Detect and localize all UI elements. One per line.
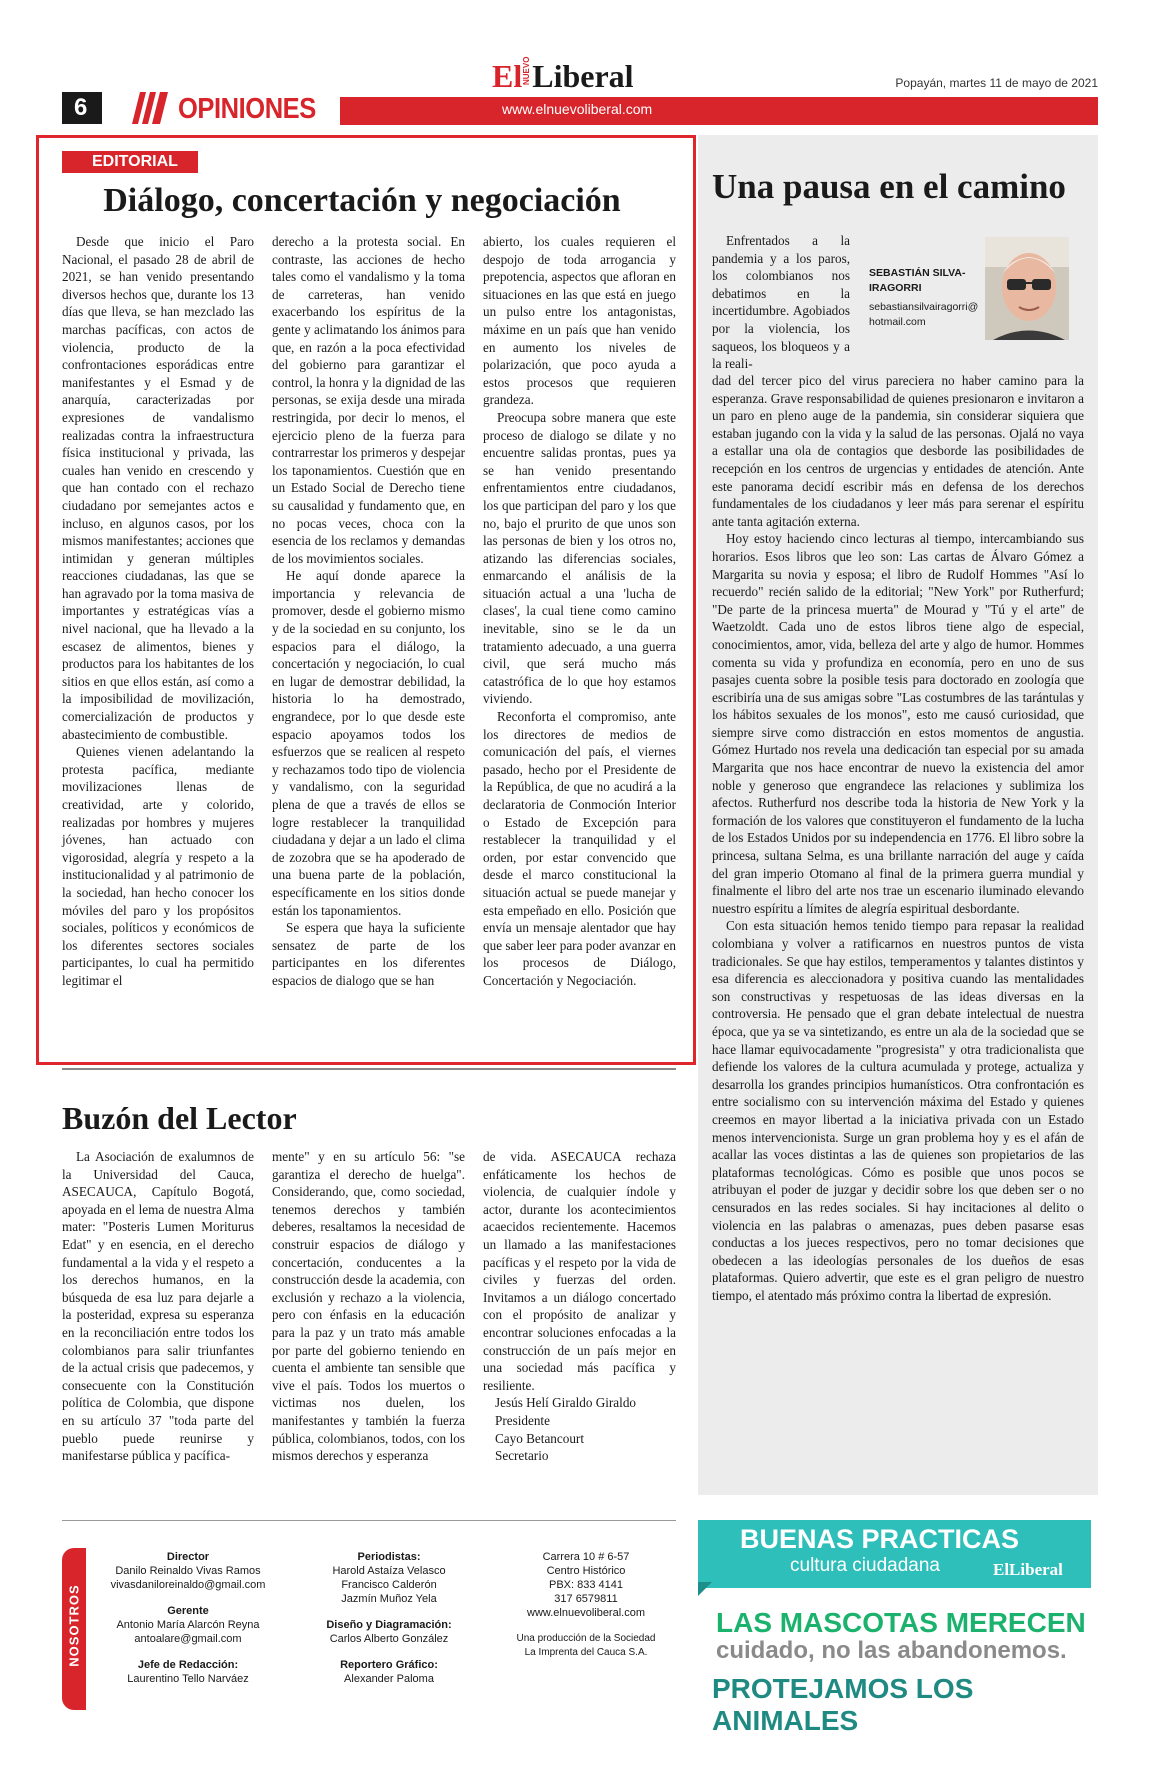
opinion-intro [712, 232, 850, 373]
opinion-title: Una pausa en el camino [712, 167, 1066, 206]
paragraph: Preocupa sobre manera que este proceso de dialogo se dilate y no encuentre salidas prontas, pues ya se han venido presentando enfrentamientos entre ciudadanos, los que participan del paro y los que no, bajo el prurito de que unos son las personas de bien y los otros no, atizando las diferencias sociales, enmarcando el análisis de la situación actual a una 'lucha de clases', la cual tiene como camino inevitable, sino se le da un tratamiento adecuado, a una guerra civil, que será mucho más catastrófica de lo que hoy estamos viviendo. [483, 409, 676, 707]
paragraph: abierto, los cuales requieren el despojo de toda arrogancia y prepotencia, aspectos que afloran en situaciones en las que está en juego un pulso entre los antagonistas, máxime en un país que han venido en aumento los niveles de polarización, que poco ayuda a estos procesos que requieren grandeza. [483, 234, 676, 408]
staff-name: Francisco Calderón [341, 1579, 437, 1591]
editorial-tag: EDITORIAL [62, 151, 198, 173]
staff-column-1 [104, 1550, 272, 1686]
section-label: OPINIONES [178, 93, 316, 125]
paragraph: derecho a la protesta social. En contraste, las acciones de hecho tales como el vandalismo y la toma de carreteras, han venido exacerbando los espíritus de la gente y aclimatando los ánimos para que, en razón a la poca efectividad del gobierno para garantizar el control, la honra y la dignidad de las personas, se exija desde una mirada restringida, por decir lo menos, el ejercicio pleno de la fuerza para contrarrestar los primeros y despejar los taponamientos. Cuestión que en un Estado Social de Derecho tiene su causalidad y fundamento que, en no pocas veces, choca con la esencia de los reclamos y demandas de los movimientos sociales. [272, 234, 465, 566]
paragraph: Desde que inicio el Paro Nacional, el pasado 28 de abril de 2021, se han venido presentando diversos hechos que, durante los 13 días que lleva, se han mezclado las marchas pacíficas, con actos de violencia, producto de la confrontaciones esporádicas entre manifestantes y el Esmad y de anarquía, caracterizadas por expresiones de vandalismo realizadas contra la infraestructura física institucional y privada, las cuales han venido en crescendo y que han contado con el rechazo ciudadano por semejantes actos e incluso, en algunos casos, por los mismos manifestantes; acciones que intimidan y generan múltiples reacciones ciudadanas, las que se han agravado por la toma masiva de importantes y estratégicas vías a nivel nacional, que ha llevado a la escasez de alimentos, bienes y productos para los habitantes de los sitios en que ellos están, así como a la imposibilidad de movilización, comercialización de productos y abastecimiento de combustible. [62, 234, 254, 742]
author-photo [985, 237, 1069, 340]
issue-date: Popayán, martes 11 de mayo de 2021 [895, 76, 1098, 90]
opinion-body [712, 372, 1084, 1304]
paragraph: La Asociación de exalumnos de la Universidad del Cauca, ASECAUCA, Capítulo Bogotá, apoyada en el lema de nuestra Alma mater: "Posteris Lumen Moriturus Edat" y en esencia, en el derecho fundamental a la vida y el respeto a los derechos humanos, en la búsqueda de esa luz para dejarle a la posteridad, expresa su esperanza en la reconciliación entre todos los colombianos para salir triunfantes de la actual crisis que padecemos, y consecuente con la Constitución política de Colombia, que dispone en su artículo 37 "toda parte del pueblo puede reunirse y manifestarse pública y pacífica- [62, 1149, 254, 1464]
paragraph: He aquí donde aparece la importancia y relevancia de promover, desde el gobierno mismo y de la sociedad en su conjunto, los espacios para el diálogo, la concertación y negociación, lo cual en lugar de demostrar debilidad, la historia lo ha demostrado, engrandece, por lo que desde este espacio apoyamos todos los esfuerzos que se realicen al respeto y rechazamos todo tipo de violencia y vandalismo, con la seguridad plena de que a través de ellos se logre restablecer la tranquilidad ciudadana y dejar a un lado el clima de zozobra que se ha apoderado de una buena parte de la población, específicamente en los sitios donde están los taponamientos. [272, 568, 465, 918]
paragraph: Quienes vienen adelantando la protesta pacífica, mediante movilizaciones llenas de creatividad, arte y colorido, realizadas por hombres y mujeres jóvenes, han actuado con vigorosidad, alegría y respeto a la institucionalidad y al patrimonio de la sociedad, han hecho conocer los móviles del paro y los propósitos sociales, políticos y económicos de los diferentes sectores sociales participantes, lo cual ha permitido legitimar el [62, 744, 254, 988]
masthead-liberal: Liberal [532, 58, 634, 94]
publisher-line: Una producción de la Sociedad [516, 1633, 656, 1644]
signature-line: Secretario [495, 1448, 549, 1464]
staff-role: Director [166, 1551, 210, 1563]
staff-name: Laurentino Tello Narváez [127, 1673, 249, 1685]
buzon-column-2 [272, 1148, 465, 1465]
paragraph: Hoy estoy haciendo cinco lecturas al tiempo, intercambiando sus horarios. Esos libros que leo son: Las cartas de Álvaro Gómez a Margarita su novia y esposa; el libro de Rudolf Hommes "Así lo recuerdo" recién salido de la editorial; "New York" por Rutherfurd; "De parte de la princesa muerta" de Mourad y "Tú y el arte" de Waetzoldt. Cada uno de estos libros tiene algo de especial, conocimientos, amor, vida, belleza del arte y algo de humor. Hommes comenta su vida y profundiza en economía, pero en uno de sus pasajes cuenta sobre la posible tesis para doctorado en zoología que escribiría una de sus amigas sobre "Las costumbres de las tarántulas y los hábitos sexuales de los monos", esto me causó curiosidad, que siempre sirve como distracción en estos momentos de angustia. Gómez Hurtado nos revela una dedicación tan especial por su amada Margarita que nos hace encontrar de nuevo la existencia del amor noble y generoso que engrandece las relaciones y sublimiza los afectos. Rutherfurd nos describe toda la historia de New York y la formación de los valores que constituyeron el fundamento de la lucha de los Estados Unidos por su independencia en 1776. El libro sobre la princesa, sultana Selma, es una brillante narración del auge y caída del gran imperio Otomano al final de la primera guerra mundial y finalmente el libro del arte nos trae un escenario iluminado elevando nuestro espíritu a límites de alegría espiritual desbordante. [712, 531, 1084, 916]
author-name: SEBASTIÁN SILVA-IRAGORRI [869, 267, 966, 294]
staff-role: Gerente [167, 1605, 209, 1617]
signature-line: Presidente [495, 1412, 550, 1428]
signature-line: Jesús Helí Giraldo Giraldo [495, 1395, 637, 1411]
paragraph: Se espera que haya la suficiente sensatez de parte de los participantes en los diferentes espacios de dialogo que se han [272, 920, 465, 988]
header-stripes-decoration [122, 92, 168, 124]
editorial-title: Diálogo, concertación y negociación [103, 182, 621, 219]
ad-subheading: cultura ciudadana [790, 1555, 940, 1576]
staff-role: Reportero Gráfico: [340, 1659, 438, 1671]
masthead-logo [492, 58, 668, 94]
editorial-column-3 [483, 233, 676, 990]
buzon-column-1 [62, 1148, 254, 1465]
ad-logo: ElLiberal [993, 1560, 1063, 1579]
editorial-column-1 [62, 233, 254, 990]
page-number: 6 [62, 92, 102, 124]
contact-address: Carrera 10 # 6-57 [542, 1551, 630, 1563]
publisher-line: La Imprenta del Cauca S.A. [524, 1647, 648, 1658]
contact-phone: 317 6579811 [554, 1593, 618, 1605]
staff-role: Periodistas: [357, 1551, 421, 1563]
paragraph: Reconforta el compromiso, ante los directores de medios de comunicación del país, el viernes pasado, hecho por el Presidente de la República, de que no acudirá a la declaratoria de Conmoción Interior o Estado de Excepción para restablecer la tranquilidad y el orden, por estar convencido que desde el marco constitucional la situación actual se puede manejar y esta empeñado en ello. Posición que envía un mensaje alentador que hay que saber leer para poder avanzar en los procesos de Diálogo, Concertación y Negociación. [483, 709, 676, 988]
site-url-link[interactable]: www.elnuevoliberal.com [502, 101, 653, 117]
staff-email-link[interactable]: vivasdaniloreinaldo@gmail.com [110, 1579, 266, 1591]
staff-email-link[interactable]: antoalare@gmail.com [134, 1633, 242, 1645]
paragraph: Con esta situación hemos tenido tiempo para repasar la realidad colombiana y volver a ratificarnos en nuestros puntos de vista tradicionales. Se que hay estilos, temperamentos y talantes distintos y esa diferencia es aleccionadora y positiva cuando las mentalidades son constructivas y respetuosas de las ideas diversas en la controversia. He pensado que el gran debate intelectual de nuestra época, que ya se va sintetizando, es entre un ala de la sociedad que se hace llamar equivocadamente "progresista" y otra tradicionalista que defiende los valores de la cultura acumulada y protege, actualiza y desarrolla los grandes principios humanísticos. Otra confrontación es entre socialismo con su intervención máxima del Estado y quienes creemos en mayor libertad a la iniciativa privada con un Estado menos intervencionista. Surge un gran problema hoy y es el afán de acallar las voces distintas a las de quienes son propietarios de las plataformas tecnológicas. Cómo es posible que unos pocos se atribuyan el poder de juzgar y decidir sobre los que deben ser o no censurados en las redes sociales. Si hay incitaciones al delito o violencia en las palabras o amenazas, pues deben pasarse esas conductas a los jueces respectivos, pero no tomar decisiones que obedecen a las ideologías personales de los dueños de esas plataformas. Quiero advertir, que este es el gran peligro de nuestro tiempo, el atentado más próximo contra la libertad de expresión. [712, 918, 1084, 1303]
staff-name: Carlos Alberto González [329, 1633, 449, 1645]
staff-name: Danilo Reinaldo Vivas Ramos [115, 1565, 261, 1577]
staff-tab-label: NOSOTROS [66, 1584, 82, 1667]
staff-tab [62, 1548, 86, 1710]
ad-line: LAS MASCOTAS MERECEN [716, 1607, 1086, 1638]
header-bar [340, 97, 1098, 125]
contact-website-link[interactable]: www.elnuevoliberal.com [527, 1607, 645, 1619]
paragraph: Enfrentados a la pandemia y a los paros, los colombianos nos debatimos en la incertidumbre. Agobiados por la violencia, los saqueos, los bloqueos y a la reali- [712, 233, 850, 372]
contact-address: Centro Histórico [546, 1565, 626, 1577]
signature-line: Cayo Betancourt [495, 1430, 584, 1446]
advertisement[interactable] [698, 1520, 1098, 1736]
staff-name: Jazmín Muñoz Yela [341, 1593, 437, 1605]
contact-column [500, 1550, 672, 1660]
ad-heading: BUENAS PRACTICAS [740, 1524, 1020, 1554]
staff-name: Alexander Paloma [344, 1673, 434, 1685]
editorial-column-2 [272, 233, 465, 990]
ad-line: PROTEJAMOS LOS ANIMALES [712, 1673, 974, 1736]
paragraph: mente" y en su artículo 56: "se garantiza el derecho de huelga". Considerando, que, como sociedad, tenemos derechos y también deberes, resaltamos la necesidad de construir espacios de diálogo y concertación, conducentes a la construcción desde la academia, con exclusión y rechazo a la violencia, pero con énfasis en la educación para la paz y un trato más amable por parte del gobierno teniendo en cuenta el ambiente tan sensible que vive el país. Todos los muertos o victimas nos duelen, los manifestantes y también la fuerza pública, colombianos, todos, con los mismos derechos y esperanza [272, 1149, 465, 1464]
masthead-el: El [492, 58, 523, 94]
staff-name: Antonio María Alarcón Reyna [116, 1619, 260, 1631]
staff-role: Jefe de Redacción: [137, 1659, 239, 1671]
ad-line: cuidado, no las abandonemos. [716, 1637, 1067, 1664]
staff-name: Harold Astaíza Velasco [332, 1565, 446, 1577]
contact-phone: PBX: 833 4141 [548, 1579, 623, 1591]
staff-role: Diseño y Diagramación: [326, 1619, 452, 1631]
author-email-link[interactable]: sebastiansilvairagorri@hotmail.com [869, 301, 979, 328]
footer-divider [62, 1520, 676, 1521]
paragraph: de vida. ASECAUCA rechaza enfáticamente los hechos de violencia, de cualquier índole y actor, durante los acontecimientos acaecidos recientemente. Hacemos un llamado a las manifestaciones pacíficas y el respeto por la vida de civiles y fuerzas del orden. Invitamos a un diálogo concertado con el propósito de analizar y encontrar soluciones enfocadas a la construcción de un país mejor en una sociedad más pacífica y resiliente. [483, 1149, 676, 1393]
masthead-nuevo: NUEVO [522, 56, 532, 85]
ad-banner-fold [698, 1582, 712, 1596]
paragraph: dad del tercer pico del virus pareciera no haber camino para la esperanza. Grave responsabilidad de quienes presionaron e invitaron a un paro en pleno auge de la pandemia, sin considerar siquiera que estaban jugando con la vida y la salud de las personas. Ojalá no vaya a estallar una ola de contagios que desborde las posibilidades de recepción en los centros de urgencias y entidades de atención. Ante este panorama decidí escribir más en defensa de los derechos fundamentales de los ciudadanos y leer más para serenar el espíritu ante tanta agitación externa. [712, 373, 1084, 529]
buzon-title: Buzón del Lector [62, 1100, 297, 1136]
staff-column-2 [300, 1550, 478, 1686]
section-divider [62, 1068, 676, 1070]
buzon-column-3 [483, 1148, 676, 1465]
